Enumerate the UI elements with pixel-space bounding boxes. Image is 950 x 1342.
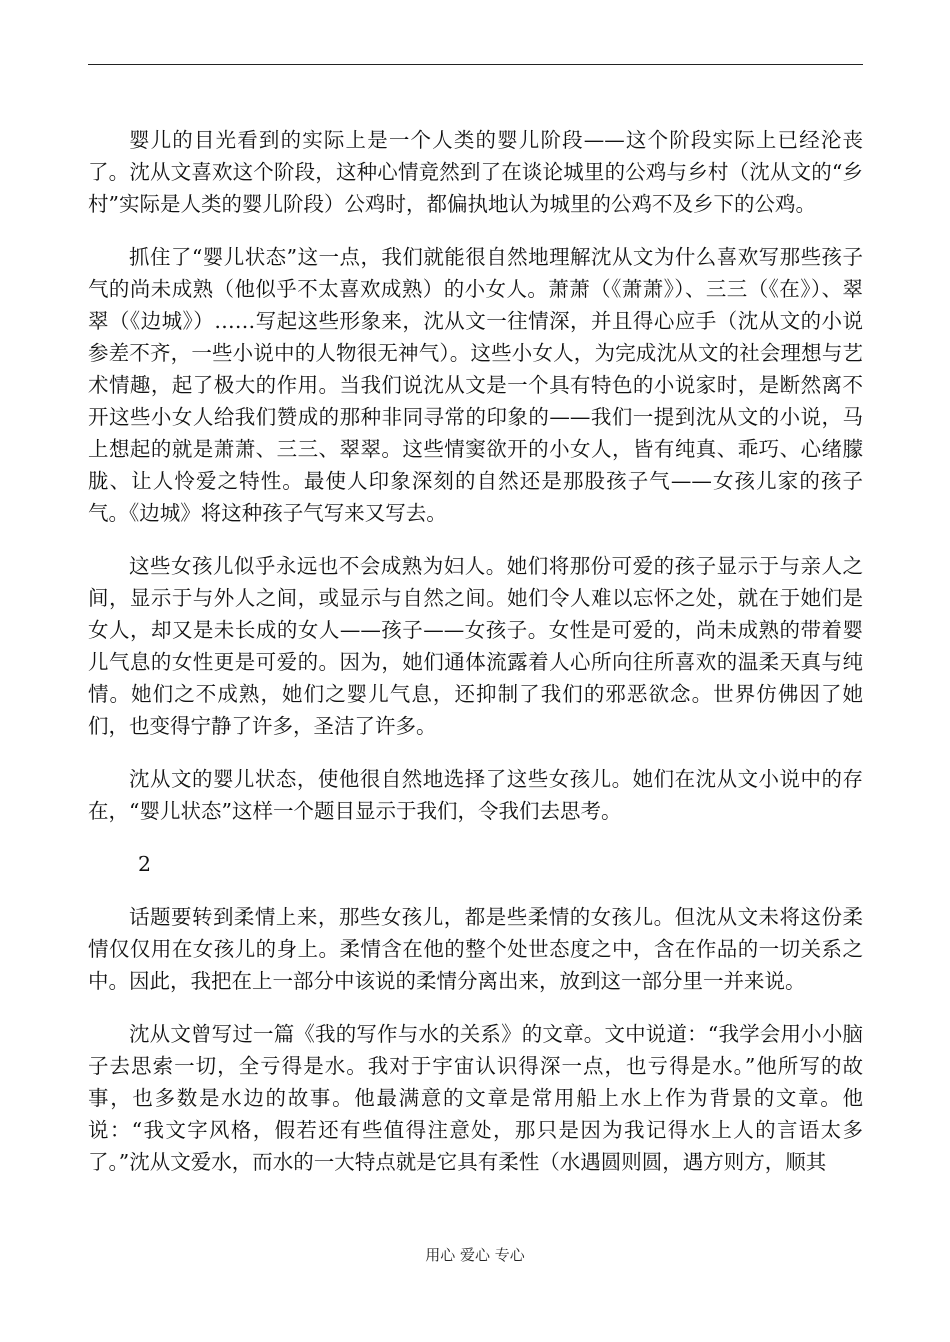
paragraph: 抓住了“婴儿状态”这一点，我们就能很自然地理解沈从文为什么喜欢写那些孩子气的尚未成熟（他似乎不太喜欢成熟）的小女人。萧萧（《萧萧》）、三三（《在》）、翠翠（《边城》）……写起这些形象来，沈从文一往情深，并且得心应手（沈从文的小说参差不齐，一些小说中的人物很无神气）。这些小女人，为完成沈从文的社会理想与艺术情趣，起了极大的作用。当我们说沈从文是一个具有特色的小说家时，是断然离不开这些小女人给我们赞成的那种非同寻常的印象的——我们一提到沈从文的小说，马上想起的就是萧萧、三三、翠翠。这些情窦欲开的小女人，皆有纯真、乖巧、心绪朦胧、让人怜爱之特性。最使人印象深刻的自然还是那股孩子气——女孩儿家的孩子气。《边城》将这种孩子气写来又写去。 [88, 245, 863, 525]
paragraph: 沈从文曾写过一篇《我的写作与水的关系》的文章。文中说道：“我学会用小小脑子去思索一切，全亏得是水。我对于宇宙认识得深一点，也亏得是水。”他所写的故事，也多数是水边的故事。他最满意的文章是常用船上水上作为背景的文章。他说：“我文字风格，假若还有些值得注意处，那只是因为我记得水上人的言语太多了。”沈从文爱水，而水的一大特点就是它具有柔性（水遇圆则圆，遇方则方，顺其 [88, 1022, 863, 1174]
paragraph: 沈从文的婴儿状态，使他很自然地选择了这些女孩儿。她们在沈从文小说中的存在，“婴儿状态”这样一个题目显示于我们，令我们去思考。 [88, 767, 863, 823]
paragraph: 这些女孩儿似乎永远也不会成熟为妇人。她们将那份可爱的孩子显示于与亲人之间，显示于与外人之间，或显示与自然之间。她们令人难以忘怀之处，就在于她们是女人，却又是未长成的女人——孩子——女孩子。女性是可爱的，尚未成熟的带着婴儿气息的女性更是可爱的。因为，她们通体流露着人心所向往所喜欢的温柔天真与纯情。她们之不成熟，她们之婴儿气息，还抑制了我们的邪恶欲念。世界仿佛因了她们，也变得宁静了许多，圣洁了许多。 [88, 554, 863, 738]
section-number: 2 [138, 852, 152, 876]
page-footer: 用心 爱心 专心 [425, 1246, 525, 1264]
header-rule [88, 64, 863, 65]
paragraph: 话题要转到柔情上来，那些女孩儿，都是些柔情的女孩儿。但沈从文未将这份柔情仅仅用在女孩儿的身上。柔情含在他的整个处世态度之中，含在作品的一切关系之中。因此，我把在上一部分中该说的柔情分离出来，放到这一部分里一并来说。 [88, 905, 863, 993]
body-text [88, 124, 863, 1199]
paragraph: 婴儿的目光看到的实际上是一个人类的婴儿阶段——这个阶段实际上已经沦丧了。沈从文喜欢这个阶段，这种心情竟然到了在谈论城里的公鸡与乡村（沈从文的“乡村”实际是人类的婴儿阶段）公鸡时，都偏执地认为城里的公鸡不及乡下的公鸡。 [88, 128, 863, 216]
